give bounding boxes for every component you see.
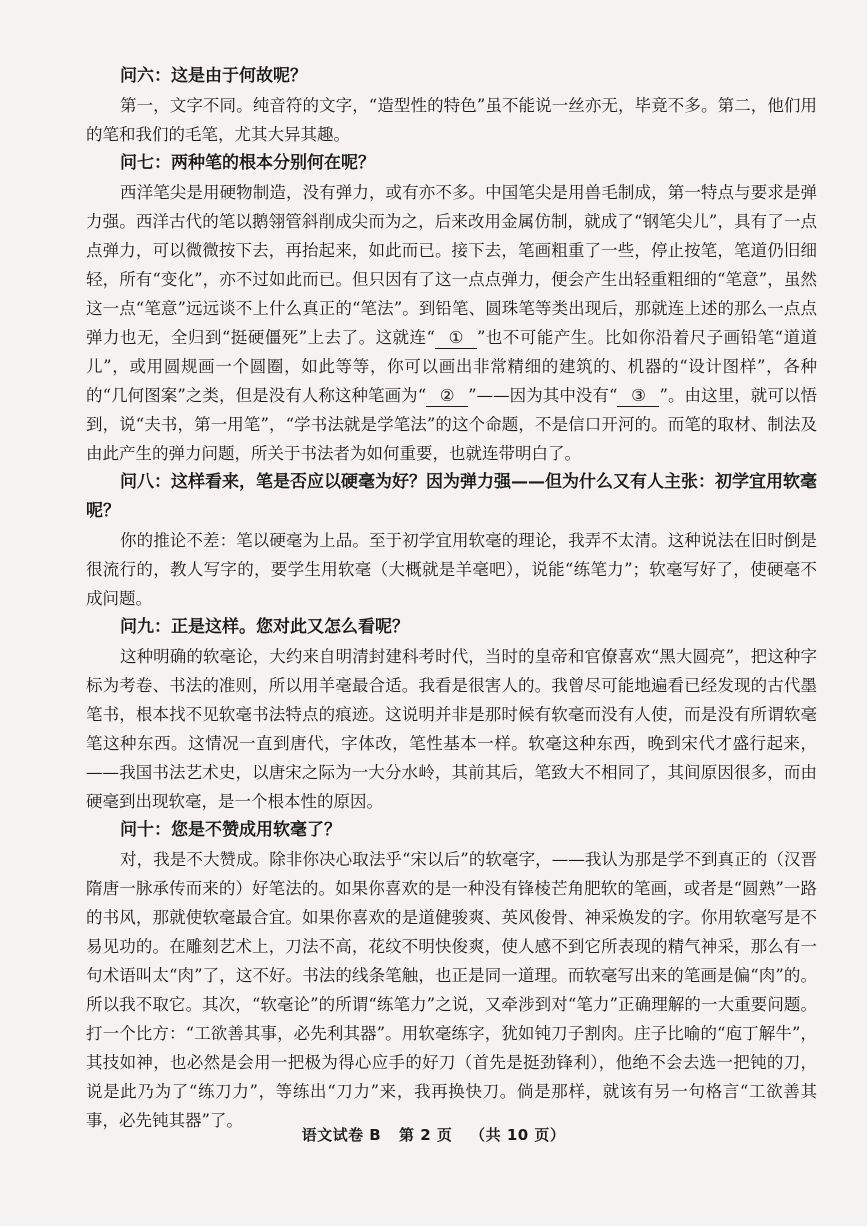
footer-total-pages: （共 10 页） <box>470 1126 566 1144</box>
question-6-answer: 第一，文字不同。纯音符的文字，“造型性的特色”虽不能说一丝亦无，毕竟不多。第二，他们用的笔和我们的毛笔，尤其大异其趣。 <box>86 96 817 144</box>
fill-blank-1: ① <box>435 328 477 349</box>
question-10-title: 问十：您是不赞成用软毫了？ <box>120 820 341 840</box>
question-6-title: 问六：这是由于何故呢？ <box>120 66 307 86</box>
question-9-answer: 这种明确的软毫论，大约来自明清封建科考时代，当时的皇帝和官僚喜欢“黑大圆亮”，把这种字标为考卷、书法的准则，所以用羊毫最合适。我看是很害人的。我曾尽可能地遍看已经发现的古代墨笔书，根本找不见软毫书法特点的痕迹。这说明并非是那时候有软毫而没有人使，而是没有所谓软毫笔这种东西。这情况一直到唐代，字体改，笔性基本一样。软毫这种东西，晚到宋代才盛行起来，——我国书法艺术史，以唐宋之际为一大分水岭，其前其后，笔致大不相同了，其间原因很多，而由硬毫到出现软毫，是一个根本性的原因。 <box>86 647 817 811</box>
question-10-answer: 对，我是不大赞成。除非你决心取法乎“宋以后”的软毫字，——我认为那是学不到真正的（汉晋隋唐一脉承传而来的）好笔法的。如果你喜欢的是一种没有锋棱芒角肥软的笔画，或者是“圆熟”一路的书风，那就使软毫最合宜。如果你喜欢的是道健骏爽、英风俊骨、神采焕发的字。你用软毫写是不易见功的。在雕刻艺术上，刀法不高，花纹不明快俊爽，使人感不到它所表现的精气神采，那么有一句术语叫太“肉”了，这不好。书法的线条笔触，也正是同一道理。而软毫写出来的笔画是偏“肉”的。所以我不取它。其次，“软毫论”的所谓“练笔力”之说，又牵涉到对“笔力”正确理解的一大重要问题。打一个比方：“工欲善其事，必先利其器”。用软毫练字，犹如钝刀子割肉。庄子比喻的“庖丁解牛”，其技如神，也必然是会用一把极为得心应手的好刀（首先是挺劲锋利），他绝不会去选一把钝的刀，说是此乃为了“练刀力”，等练出“刀力”来，我再换快刀。倘是那样，就该有另一句格言“工欲善其事，必先钝其器”了。 <box>86 850 817 1130</box>
answer-text: 西洋笔尖是用硬物制造，没有弹力，或有亦不多。中国笔尖是用兽毛制成，第一特点与要求是弹力强。西洋古代的笔以鹅翎管斜削成尖而为之，后来改用金属仿制，就成了“钢笔尖儿”，具有了一点点弹力，可以微微按下去，再抬起来，如此而已。接下去，笔画粗重了一些，停止按笔，笔道仍旧细轻，所有“变化”，亦不过如此而已。但只因有了这一点点弹力，便会产生出轻重粗细的“笔意”，虽然这一点“笔意”远远谈不上什么真正的“笔法”。到铅笔、圆珠笔等类出现后，那就连上述的那么一点点弹力也无，全归到“挺硬僵死”上去了。这就连“ <box>86 183 817 347</box>
question-7-answer <box>86 178 817 468</box>
answer-text: ”也不可能产生。比如你沿着尺子画铅笔“道道儿”，或用圆规画一个圆圈，如此等等，你可以画出非常精细的建筑的、机器的“设计图样”，各种的“几何图案”之类，但是没有人称这种笔画为“ <box>86 328 818 405</box>
footer-subject: 语文试卷 B <box>301 1126 382 1144</box>
fill-blank-2: ② <box>426 386 468 407</box>
question-8-answer: 你的推论不差：笔以硬毫为上品。至于初学宜用软毫的理论，我弄不太清。这种说法在旧时倒是很流行的，教人写字的，要学生用软毫（大概就是羊毫吧），说能“练笔力”；软毫写好了，使硬毫不成问题。 <box>86 531 817 608</box>
answer-text: ”。由这里，就可以悟到，说“夫书，第一用笔”，“学书法就是学笔法”的这个命题，不是信口开河的。而笔的取材、制法及由此产生的弹力问题，所关于书法者为如何重要，也就连带明白了。 <box>86 386 817 463</box>
question-8-title: 问八：这样看来，笔是否应以硬毫为好？因为弹力强——但为什么又有人主张：初学宜用软毫呢？ <box>86 472 817 521</box>
page-footer <box>0 1124 867 1145</box>
fill-blank-3: ③ <box>617 386 659 407</box>
question-9-title: 问九：正是这样。您对此又怎么看呢？ <box>120 617 409 637</box>
footer-page-number: 第 2 页 <box>398 1126 453 1144</box>
question-7-title: 问七：两种笔的根本分别何在呢？ <box>120 153 375 173</box>
answer-text: ”——因为其中没有“ <box>468 386 618 405</box>
